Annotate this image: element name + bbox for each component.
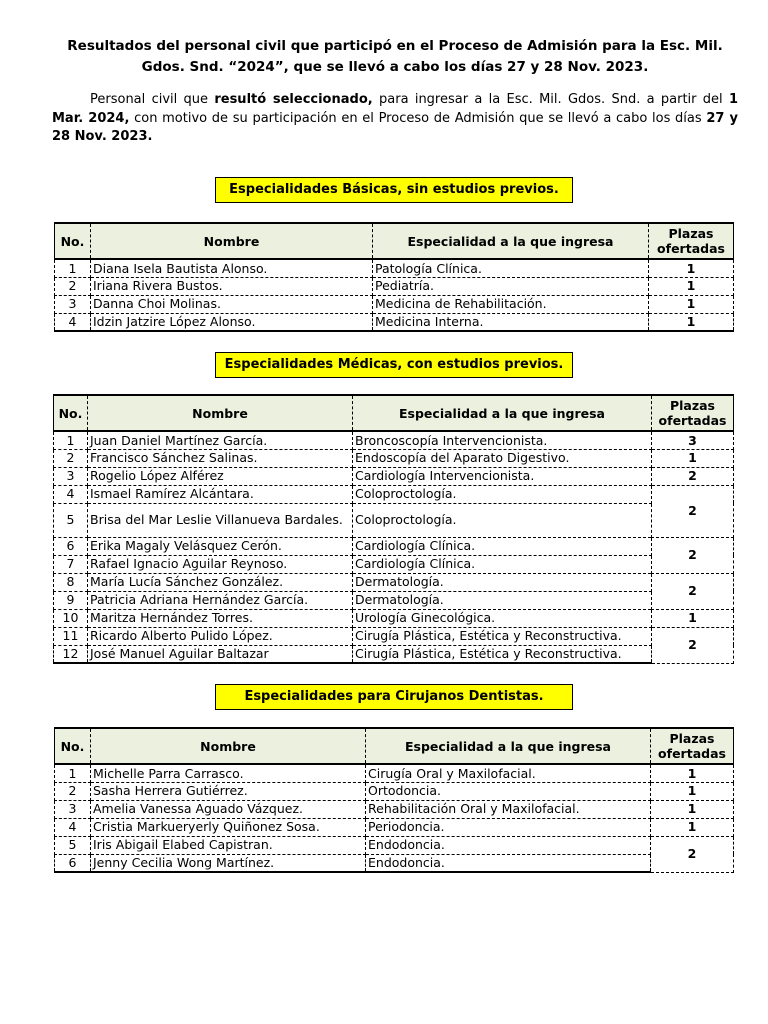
table-basicas	[54, 222, 734, 332]
header-especialidad: Especialidad a la que ingresa	[373, 223, 649, 259]
table-row: 5 Brisa del Mar Leslie Villanueva Bardales. Coloproctología.	[54, 503, 734, 537]
table-row: 4 Cristia Markueryerly Quiñonez Sosa. Periodoncia. 1	[55, 818, 734, 836]
table-medicas	[53, 394, 734, 664]
table-row: 10 Maritza Hernández Torres. Urología Ginecológica. 1	[54, 609, 734, 627]
table-row: 6 Jenny Cecilia Wong Martínez. Endodoncia.	[55, 854, 734, 872]
table-row: 4 Idzin Jatzire López Alonso. Medicina Interna. 1	[55, 313, 734, 331]
intro-bold-2: 1 Mar. 2024,	[52, 92, 739, 126]
section-label-basicas: Especialidades Básicas, sin estudios previos.	[215, 177, 573, 203]
intro-bold-3: 27 y 28 Nov. 2023.	[52, 110, 738, 144]
document-title-line1: Resultados del personal civil que participó en el Proceso de Admisión para la Esc. Mil.	[67, 38, 723, 54]
table-dentistas	[54, 727, 734, 873]
intro-bold-1: resultó seleccionado,	[214, 92, 373, 107]
header-plazas: Plazas ofertadas	[652, 395, 734, 431]
intro-text-1: Personal civil que	[90, 92, 215, 107]
table-row: 8 María Lucía Sánchez González. Dermatología. 2	[54, 573, 734, 591]
table-row: 4 Ismael Ramírez Alcántara. Coloproctología. 2	[54, 485, 734, 503]
header-no: No.	[54, 395, 88, 431]
table-row: 7 Rafael Ignacio Aguilar Reynoso. Cardiología Clínica.	[54, 555, 734, 573]
section-label-medicas: Especialidades Médicas, con estudios previos.	[215, 352, 573, 378]
header-especialidad: Especialidad a la que ingresa	[366, 728, 651, 764]
table-row: 3 Rogelio López Alférez Cardiología Intervencionista. 2	[54, 467, 734, 485]
table-row: 5 Iris Abigail Elabed Capistran. Endodoncia. 2	[55, 836, 734, 854]
table-row: 3 Danna Choi Molinas. Medicina de Rehabilitación. 1	[55, 295, 734, 313]
table-row: 11 Ricardo Alberto Pulido López. Cirugía Plástica, Estética y Reconstructiva. 2	[54, 627, 734, 645]
header-no: No.	[55, 728, 91, 764]
table-row: 2 Iriana Rivera Bustos. Pediatría. 1	[55, 277, 734, 295]
document-title	[50, 36, 740, 78]
header-no: No.	[55, 223, 91, 259]
header-nombre: Nombre	[91, 223, 373, 259]
table-row: 1 Juan Daniel Martínez García. Broncoscopía Intervencionista. 3	[54, 431, 734, 449]
header-nombre: Nombre	[91, 728, 366, 764]
header-especialidad: Especialidad a la que ingresa	[353, 395, 652, 431]
table-row: 9 Patricia Adriana Hernández García. Dermatología.	[54, 591, 734, 609]
header-plazas: Plazas ofertadas	[651, 728, 734, 764]
intro-text-3: con motivo de su participación en el Proceso de Admisión que se llevó a cabo los días	[129, 110, 707, 126]
table-row: 6 Erika Magaly Velásquez Cerón. Cardiología Clínica. 2	[54, 537, 734, 555]
table-row: 1 Diana Isela Bautista Alonso. Patología Clínica. 1	[55, 259, 734, 277]
table-row: 1 Michelle Parra Carrasco. Cirugía Oral y Maxilofacial. 1	[55, 764, 734, 782]
intro-text-2: para ingresar a la Esc. Mil. Gdos. Snd. a partir del	[372, 92, 729, 107]
table-row: 3 Amelia Vanessa Aguado Vázquez. Rehabilitación Oral y Maxilofacial. 1	[55, 800, 734, 818]
header-nombre: Nombre	[88, 395, 353, 431]
section-label-dentistas: Especialidades para Cirujanos Dentistas.	[215, 684, 573, 710]
table-row: 12 José Manuel Aguilar Baltazar Cirugía Plástica, Estética y Reconstructiva.	[54, 645, 734, 663]
intro-paragraph	[52, 91, 738, 147]
table-row: 2 Sasha Herrera Gutiérrez. Ortodoncia. 1	[55, 782, 734, 800]
document-title-line2: Gdos. Snd. “2024”, que se llevó a cabo los días 27 y 28 Nov. 2023.	[141, 59, 649, 75]
header-plazas: Plazas ofertadas	[649, 223, 734, 259]
table-row: 2 Francisco Sánchez Salinas. Endoscopía del Aparato Digestivo. 1	[54, 449, 734, 467]
